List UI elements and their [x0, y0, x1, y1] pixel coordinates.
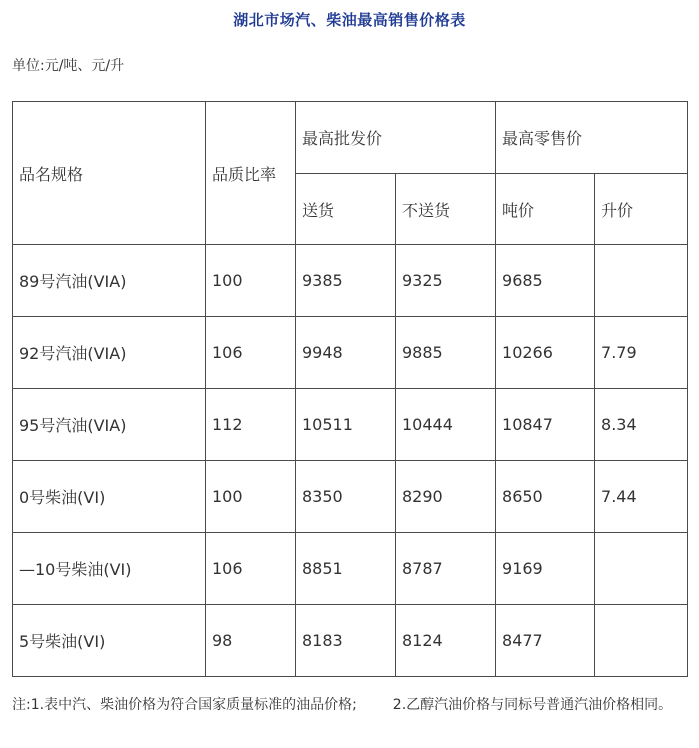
cell-ratio: 106: [206, 533, 296, 605]
cell-per-liter: [595, 605, 688, 677]
cell-ratio: 106: [206, 317, 296, 389]
header-no-delivery: 不送货: [396, 174, 496, 245]
cell-per-ton: 9685: [496, 245, 595, 317]
table-row: [13, 245, 688, 317]
cell-no-delivery: 8124: [396, 605, 496, 677]
cell-name: 95号汽油(VIA): [13, 389, 206, 461]
header-retail: 最高零售价: [496, 102, 688, 174]
cell-per-ton: 10266: [496, 317, 595, 389]
header-name: 品名规格: [13, 102, 206, 245]
cell-delivery: 8350: [296, 461, 396, 533]
footnote: [12, 694, 692, 717]
cell-delivery: 8851: [296, 533, 396, 605]
table-row: [13, 389, 688, 461]
cell-name: 5号柴油(VI): [13, 605, 206, 677]
cell-no-delivery: 8787: [396, 533, 496, 605]
footnote-2: 2.乙醇汽油价格与同标号普通汽油价格相同。: [392, 697, 673, 713]
cell-name: —10号柴油(VI): [13, 533, 206, 605]
cell-delivery: 8183: [296, 605, 396, 677]
unit-label: 单位:元/吨、元/升: [12, 58, 125, 74]
cell-per-ton: 8477: [496, 605, 595, 677]
header-row-1: [13, 102, 688, 174]
cell-per-liter: 8.34: [595, 389, 688, 461]
header-ratio: 品质比率: [206, 102, 296, 245]
header-per-ton: 吨价: [496, 174, 595, 245]
cell-delivery: 10511: [296, 389, 396, 461]
header-delivery: 送货: [296, 174, 396, 245]
cell-per-ton: 8650: [496, 461, 595, 533]
cell-delivery: 9385: [296, 245, 396, 317]
cell-per-liter: 7.79: [595, 317, 688, 389]
cell-name: 0号柴油(VI): [13, 461, 206, 533]
table-row: [13, 533, 688, 605]
cell-no-delivery: 9885: [396, 317, 496, 389]
cell-per-ton: 10847: [496, 389, 595, 461]
cell-per-ton: 9169: [496, 533, 595, 605]
cell-ratio: 112: [206, 389, 296, 461]
cell-per-liter: [595, 245, 688, 317]
cell-no-delivery: 8290: [396, 461, 496, 533]
header-per-liter: 升价: [595, 174, 688, 245]
cell-delivery: 9948: [296, 317, 396, 389]
cell-name: 89号汽油(VIA): [13, 245, 206, 317]
cell-ratio: 100: [206, 245, 296, 317]
table-row: [13, 317, 688, 389]
page-title: 湖北市场汽、柴油最高销售价格表: [233, 11, 466, 29]
header-wholesale: 最高批发价: [296, 102, 496, 174]
footnote-1: 注:1.表中汽、柴油价格为符合国家质量标准的油品价格;: [12, 697, 357, 713]
cell-ratio: 100: [206, 461, 296, 533]
cell-per-liter: 7.44: [595, 461, 688, 533]
cell-no-delivery: 9325: [396, 245, 496, 317]
cell-ratio: 98: [206, 605, 296, 677]
price-table: [12, 101, 688, 677]
table-row: [13, 605, 688, 677]
cell-per-liter: [595, 533, 688, 605]
cell-name: 92号汽油(VIA): [13, 317, 206, 389]
cell-no-delivery: 10444: [396, 389, 496, 461]
table-row: [13, 461, 688, 533]
